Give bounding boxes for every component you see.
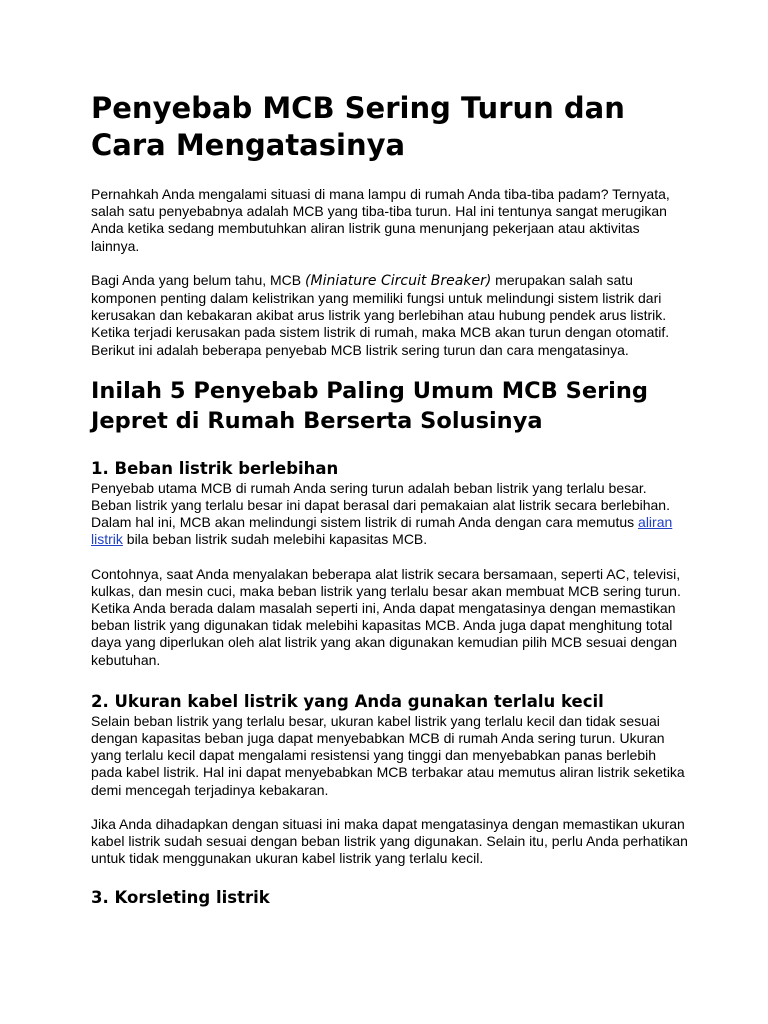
cause-1-text-after: bila beban listrik sudah melebihi kapasitas MCB.	[122, 531, 428, 548]
cause-3-heading: 3. Korsleting listrik	[91, 888, 270, 908]
article	[91, 90, 691, 909]
aliran-listrik-link[interactable]: aliran listrik	[91, 514, 673, 548]
cause-1-text-before: Penyebab utama MCB di rumah Anda sering turun adalah beban listrik yang terlalu besar. Beban listrik yang terlalu besar ini dapat berasal dari pemakaian alat listrik secara berlebihan. Dalam hal ini, MCB akan melindungi sistem listrik di rumah Anda dengan cara memutus	[91, 479, 670, 531]
cause-1-heading: 1. Beban listrik berlebihan	[91, 458, 339, 478]
cause-2-paragraph-2: Jika Anda dihadapkan dengan situasi ini maka dapat mengatasinya dengan memastikan ukuran kabel listrik sudah sesuai dengan beban listrik yang digunakan. Selain itu, perlu Anda perhatikan untuk tidak menggunakan ukuran kabel listrik yang terlalu kecil.	[91, 815, 688, 867]
intro-paragraph-2	[91, 272, 691, 359]
intro-2-text-after: merupakan salah satu komponen penting dalam kelistrikan yang memiliki fungsi untuk melindungi sistem listrik dari kerusakan dan kebakaran akibat arus listrik yang berlebihan atau hubung pendek arus listrik. Ketika terjadi kerusakan pada sistem listrik di rumah, maka MCB akan turun dengan otomatif. Berikut ini adalah beberapa penyebab MCB listrik sering turun dan cara mengatasinya.	[91, 271, 670, 358]
page-title: Penyebab MCB Sering Turun dan Cara Mengatasinya	[91, 91, 625, 162]
cause-2-paragraph-1: Selain beban listrik yang terlalu besar, ukuran kabel listrik yang terlalu kecil dan tidak sesuai dengan kapasitas beban juga dapat menyebabkan MCB di rumah Anda sering turun. Ukuran yang terlalu kecil dapat mengalami resistensi yang tinggi dan menyebabkan panas berlebih pada kabel listrik. Hal ini dapat menyebabkan MCB terbakar atau memutus aliran listrik seketika demi mencegah terjadinya kebakaran.	[91, 712, 685, 798]
cause-1-paragraph-1	[91, 480, 691, 549]
mcb-term: (Miniature Circuit Breaker)	[305, 272, 492, 289]
cause-2-heading: 2. Ukuran kabel listrik yang Anda gunakan terlalu kecil	[91, 691, 604, 711]
intro-paragraph-1: Pernahkah Anda mengalami situasi di mana lampu di rumah Anda tiba-tiba padam? Ternyata, salah satu penyebabnya adalah MCB yang tiba-tiba turun. Hal ini tentunya sangat merugikan Anda ketika sedang membutuhkan aliran listrik guna menunjang pekerjaan atau aktivitas lainnya.	[91, 186, 670, 254]
cause-1-paragraph-2: Contohnya, saat Anda menyalakan beberapa alat listrik secara bersamaan, seperti AC, televisi, kulkas, dan mesin cuci, maka beban listrik yang terlalu besar akan membuat MCB sering turun. Ketika Anda berada dalam masalah seperti ini, Anda dapat mengatasinya dengan memastikan beban listrik yang digunakan tidak melebihi kapasitas MCB. Anda juga dapat menghitung total daya yang diperlukan oleh alat listrik yang akan digunakan kemudian pilih MCB sesuai dengan kebutuhan.	[91, 565, 681, 668]
section-heading: Inilah 5 Penyebab Paling Umum MCB Sering Jepret di Rumah Berserta Solusinya	[91, 377, 649, 434]
intro-2-text-before: Bagi Anda yang belum tahu, MCB	[91, 271, 306, 288]
